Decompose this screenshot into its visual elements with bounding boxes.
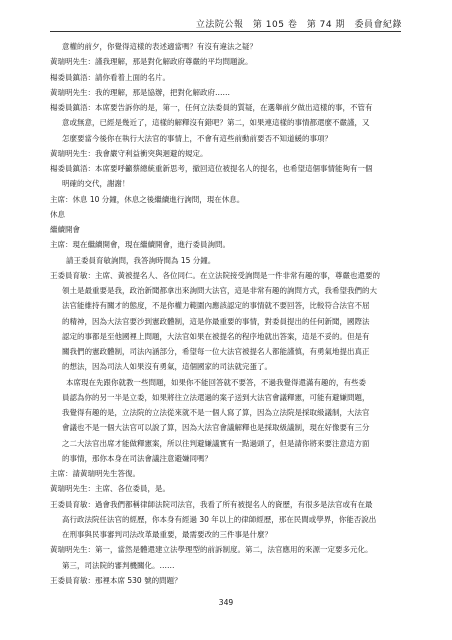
transcript-line: 繼續開會 [50,225,80,234]
transcript-line: 楊委員鎮浯：本席要呼籲蔡總統重新思考，撤回這位被提名人的提名，也希望這個事情能夠有一個 [50,164,373,173]
transcript-line: 黃瑞明先生：我的理解，那是協辦，把對化解政府…… [50,87,230,97]
document-body [50,39,401,588]
transcript-line: 主席：現在繼續開會，現在繼續開會，進行委員詢問。 [50,240,230,250]
transcript-line: 黃瑞明先生：我會嚴守利益衝突與迴避的規定。 [50,148,208,158]
transcript-line: 王委員育敏：主席、黃被提名人、各位同仁。在立法院接受詢問是一件非常有趣的事，尊嚴也還要的 [50,270,380,280]
transcript-line: 關我們的憲政體制，司法內涵部分，希望每一位大法官被提名人都能謹慎，有勇氣地提出真正 [62,347,370,356]
transcript-line: 領土是最重要是我，政治新聞都拿出來詢問大法官，這是非常有趣的詢問方式，我希望我們的大 [62,286,377,295]
transcript-line: 會議也不是一個大法官可以說了算，因為大法官會議解釋也是採取級議制，現在好像要有三分 [62,423,370,433]
header-rule [50,31,401,32]
transcript-line: 黃瑞明先生：第一，當然是體還建立法學理型的前訴制度。第二，法官應用的來源一定要多元化。 [50,545,373,555]
transcript-line: 第三，司法院的審判機關化。…… [62,560,175,570]
transcript-line: 怎麼要當今後你在執行大法官的事情上，不會有這些前動前要否不知道緩的事項？ [62,133,332,143]
transcript-line: 高行政法院任法官的經歷，你本身有經過 30 年以上的律師經歷，那在民間或學界，你能否說出 [62,514,377,524]
transcript-line: 本席現在先跟你就教一些問題，如果你不能回答就不要答，不過我覺得還滿有趣的，有些委 [66,377,366,387]
transcript-line: 楊委員鎮浯：本席要告訴你的是，第一，任何立法委員的質疑，在選舉前夕做出這樣的事，不管有 [50,103,373,112]
transcript-line: 意或無意，已經是幾近了，這樣的解釋沒有錯吧？第二，如果連這樣的事情都還麼不嚴謹，又 [62,118,370,128]
transcript-line: 法官能維持有關才的態度，不是你權力範圍內應該認定的事情就不要回答，比較符合法官不屈 [62,301,370,311]
transcript-line: 主席：休息 10 分鐘，休息之後繼續進行詢問，現在休息。 [50,194,245,204]
transcript-line: 在刑事與民事審判司法改革最重要，最需要改的三件事是什麼？ [62,530,272,539]
transcript-line: 意權的前夕，你覺得這樣的表述適當嗎？有沒有違法之疑？ [62,42,257,51]
transcript-line: 明確的交代，謝謝！ [62,179,130,189]
transcript-line: 的事情，那你本身在司法會議注意避嫌同嗎？ [62,453,212,463]
transcript-line: 黃瑞明先生：謹我理解，那是對化解政府尊嚴的平均問題說。 [50,57,253,67]
transcript-line: 之二大法官出席才能做釋憲案，所以往判避嫌議實有一點過頭了，但是請你將來要注意這方面 [62,438,370,448]
transcript-line: 王委員育敏：那裡本席 530 號的問題？ [50,575,182,585]
transcript-line: 認定的事都是至他國裡上問題，大法官如果在被提名的程序地就出答案，這是不妥的。但是有 [62,331,370,341]
transcript-line: 休息 [50,209,65,219]
page-header: 立法院公報 第 105 卷 第 74 期 委員會紀錄 [195,20,402,30]
transcript-line: 楊委員鎮浯：請你看着上面的名片。 [50,72,170,82]
page-number: 349 [218,598,234,607]
transcript-line: 王委員育敏：過會我們都稱律師法院司法官，我看了所有被提名人的資歷，有很多是法官或有在最 [50,499,373,509]
transcript-line: 我覺得有趣的是，立法院的立法從來就不是一個人寫了算，因為立法院是採取級議制，大法官 [62,408,370,417]
transcript-line: 的想法，因為司法人如果沒有勇氣，這個國家的司法就完蛋了。 [62,362,272,372]
transcript-line: 請王委員育敏詢問，我答詢時間為 15 分鐘。 [66,255,216,265]
transcript-line: 員認為你的另一半是立委，如果將往立法還過的案子送到大法官會議釋憲，可能有避嫌問題， [62,392,370,402]
transcript-line: 主席：請黃瑞明先生答復。 [50,469,140,478]
transcript-line: 的精神，因為大法官要沙到憲政體制，這是你最重要的事情，對委員提出的任何新聞，國際法 [62,316,370,326]
transcript-line: 黃瑞明先生：主席、各位委員，是。 [50,484,170,494]
